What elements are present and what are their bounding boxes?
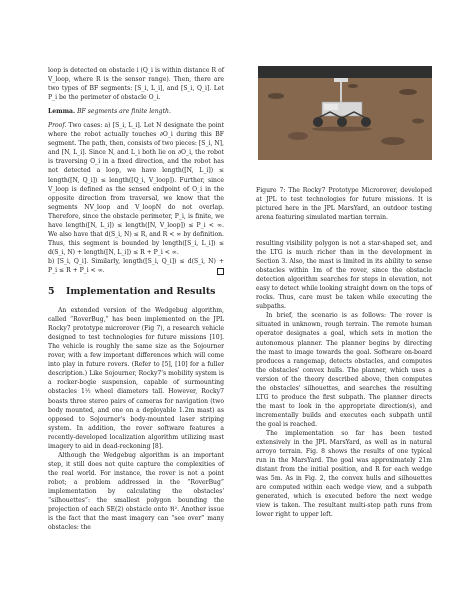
body-paragraph-1: An extended version of the Wedgebug algorithm, called “RoverBug,” has been implemented on the JPL Rocky7 prototype microrover (Fig 7), a research vehicle designed to test technologies for future missions [10]. The vehicle is roughly the same size as the Sojourner rover, with a few important differences which will come into play in future rovers. (Refer to [5], [10] for a fuller description.) Like Sojourner, Rocky7's mobility system is a rocker-bogie suspension, capable of surmounting obstacles 1½ wheel diameters tall. However, Rocky7 boasts three stereo pairs of cameras for navigation (two body mounted, and one on a deployable 1.2m mast) as opposed to Sojourner's body-mounted laser striping system. In addition, the rover software features a recently-developed localization algorithm utilizing mast imagery to aid in dead-reckoning [8]. <box>48 307 224 450</box>
intro-paragraph: loop is detected on obstacle i (Q_i is within distance R of V_loop, where R is the sensor range). Then, there are two types of BF segments: [S_i, L_i], and [S_i, Q_i]. Let P_i be the perimeter of obstacle O_i. <box>48 67 224 102</box>
section-number: 5 <box>48 286 55 298</box>
right-paragraph-1: resulting visibility polygon is not a star-shaped set, and the LTG is much richer than in the development in Section 3. Also, the mast is limited in its ability to sense obstacles within 1m of the rover, since the obstacle detection algorithm searches for steps in elevation, not easy to detect while looking straight down on the tops of rocks. Thus, care must be taken while executing the subpaths. <box>256 240 432 311</box>
section-title: Implementation and Results <box>66 286 216 298</box>
proof <box>48 121 224 257</box>
section-heading <box>48 286 224 298</box>
lemma <box>48 107 224 116</box>
right-paragraph-2: In brief, the scenario is as follows: The rover is situated in unknown, rough terrain. The remote human operator designates a goal, which sets in motion the autonomous planner. The planner begins by directing the mast to image towards the goal. Software on-board produces a rangemap, detects obstacles, and computes the obstacles' convex hulls. The planner, which uses a version of the theory described above, then computes the obstacles' silhouettes, and searches the resulting LTG to produce the first subpath. The planner directs the mast to look in the appropriate direction(s), and incrementally builds and executes each subpath until the goal is reached. <box>256 312 432 428</box>
proof-label: Proof. <box>48 122 67 130</box>
figure-caption <box>256 186 432 222</box>
figure-caption-text: Figure 7: The Rocky7 Prototype Microrover, developed at JPL to test technologies for future missions. It is pictured here in the JPL MarsYard, an outdoor testing arena featuring simulated martian terrain. <box>256 187 432 222</box>
body-paragraph-2: Although the Wedgebug algorithm is an important step, it still does not quite capture the complexities of the real world. For instance, the rover is not a point robot; a problem addressed in the “RoverBug” implementation by calculating the obstacles' “silhouettes”: the smallest polygon bounding the projection of each SE(2) obstacle onto ℜ². Another issue is the fact that the mast imagery can “see over” many obstacles: the <box>48 451 224 532</box>
right-column <box>256 239 432 519</box>
qed-box-icon <box>217 268 224 275</box>
proof-case-b <box>48 257 224 275</box>
proof-text: Two cases: a) [S_i, L_i]. Let N designate the point where the robot actually touches ∂O_i during this BF segment. The path, then, consists of two pieces: [S_i, N], and [N, L_i]. Since N, and L_i both lie on ∂O_i, the robot is traversing O_i in a fixed direction, and the robot has not detected a loop, we have length([N, L_i]) ≤ length([N, Q_i]) ≤ length([Q_i, V_loop]). Further, since V_loop is defined as the sensed endpoint of O_i in the opposite direction from traversal, we know that the segments NV_loop and V_loopN do not overlap. Therefore, since the obstacle perimeter, P_i, is finite, we have length([N, L_i]) ≤ length([N, V_loop]) ≤ P_i < ∞. We also have that d(S_i, N) ≤ R, and R < ∞ by definition. Thus, this segment is bounded by length([S_i, L_i]) ≤ d(S_i, N) + length([N, L_i]) ≤ R + P_i < ∞. <box>48 122 224 256</box>
left-column <box>48 66 224 532</box>
rover-photo-figure <box>258 66 432 160</box>
right-paragraph-3: The implementation so far has been tested extensively in the JPL MarsYard, as well as in natural arroyo terrain. Fig. 8 shows the results of one typical run in the MarsYard. The goal was approximately 21m distant from the initial position, and R for each wedge was 5m. As in Fig. 2, the convex hulls and silhouettes are computed within each wedge view, and a subpath generated, which is executed before the next wedge view is taken. The resultant multi-step path runs from lower right to upper left. <box>256 429 432 519</box>
proof-case-b-text: b) [S_i, Q_i]. Similarly, length([S_i, Q_i]) ≤ d(S_i, N) + P_i ≤ R + P_i < ∞. <box>48 257 224 274</box>
lemma-label: Lemma. <box>48 108 76 116</box>
rover-photo-image <box>258 66 432 160</box>
lemma-text: BF segments are finite length. <box>77 108 171 116</box>
